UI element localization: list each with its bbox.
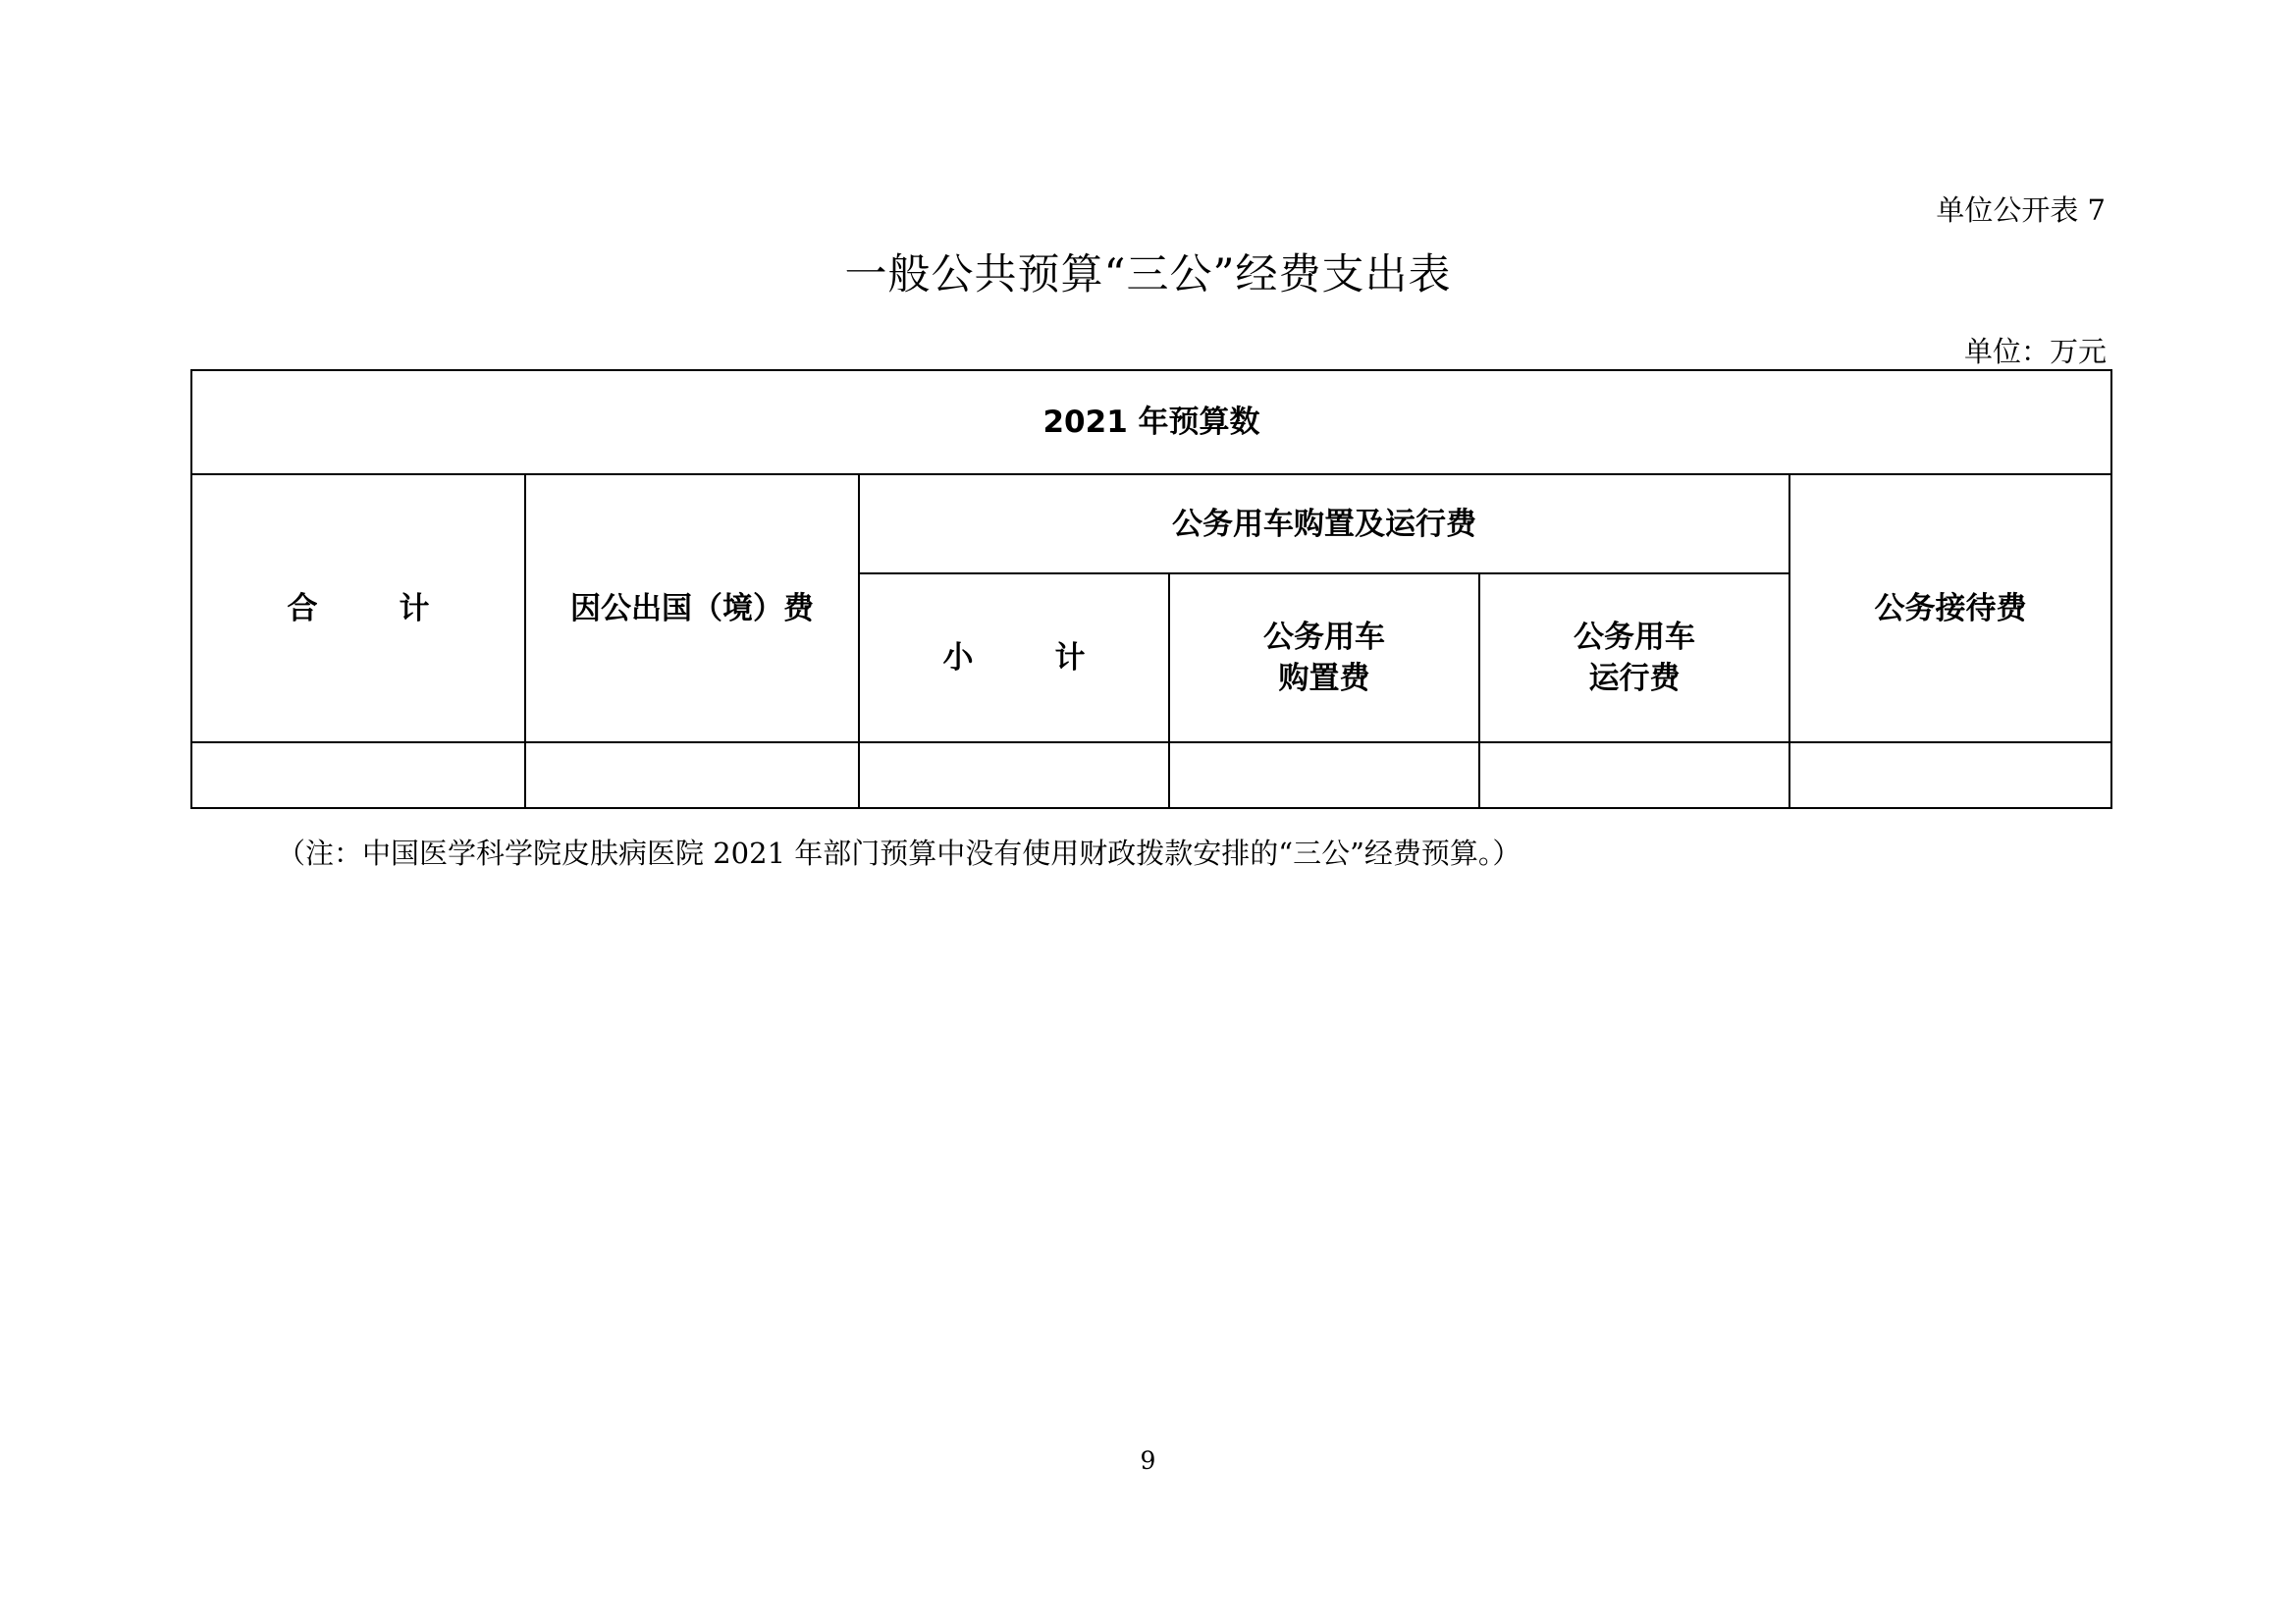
- unit-label: 单位：万元: [1963, 335, 2107, 368]
- year-header-cell: [191, 370, 2111, 474]
- abroad-header-cell: [525, 474, 859, 742]
- table-cell-abroad: [525, 742, 859, 808]
- vehicle-subtotal-header-cell: [859, 573, 1169, 742]
- reception-header: 公务接待费: [1874, 590, 2027, 626]
- vehicle-operation-header-line1: 公务用车: [1574, 620, 1695, 655]
- total-header: 合 计: [287, 590, 455, 626]
- page-number: 9: [1140, 1446, 1156, 1475]
- table-header-row: [191, 370, 2111, 474]
- vehicle-subtotal-header: 小 计: [942, 640, 1111, 676]
- year-header: 2021 年预算数: [1042, 405, 1260, 440]
- total-header-cell: [191, 474, 525, 742]
- table-cell-reception: [1789, 742, 2111, 808]
- table-row: [191, 742, 2111, 808]
- vehicle-group-header: 公务用车购置及运行费: [1172, 506, 1476, 542]
- vehicle-purchase-header-line2: 购置费: [1278, 661, 1370, 696]
- vehicle-purchase-header-cell: [1169, 573, 1479, 742]
- table-header-row: [191, 474, 2111, 573]
- budget-table: [190, 369, 2112, 809]
- vehicle-operation-header-cell: [1479, 573, 1789, 742]
- reception-header-cell: [1789, 474, 2111, 742]
- vehicle-group-header-cell: [859, 474, 1789, 573]
- page-title: 一般公共预算“三公”经费支出表: [844, 250, 1452, 299]
- table-cell-vehicle-purchase: [1169, 742, 1479, 808]
- table-cell-vehicle-subtotal: [859, 742, 1169, 808]
- footnote: （注：中国医学科学院皮肤病医院 2021 年部门预算中没有使用财政拨款安排的“三公”经费预算。）: [277, 837, 1522, 870]
- table-cell-total: [191, 742, 525, 808]
- form-number: 单位公开表 7: [1936, 193, 2106, 227]
- abroad-header: 因公出国（境）费: [570, 590, 814, 626]
- vehicle-operation-header-line2: 运行费: [1588, 661, 1681, 696]
- table-cell-vehicle-operation: [1479, 742, 1789, 808]
- vehicle-purchase-header-line1: 公务用车: [1263, 620, 1385, 655]
